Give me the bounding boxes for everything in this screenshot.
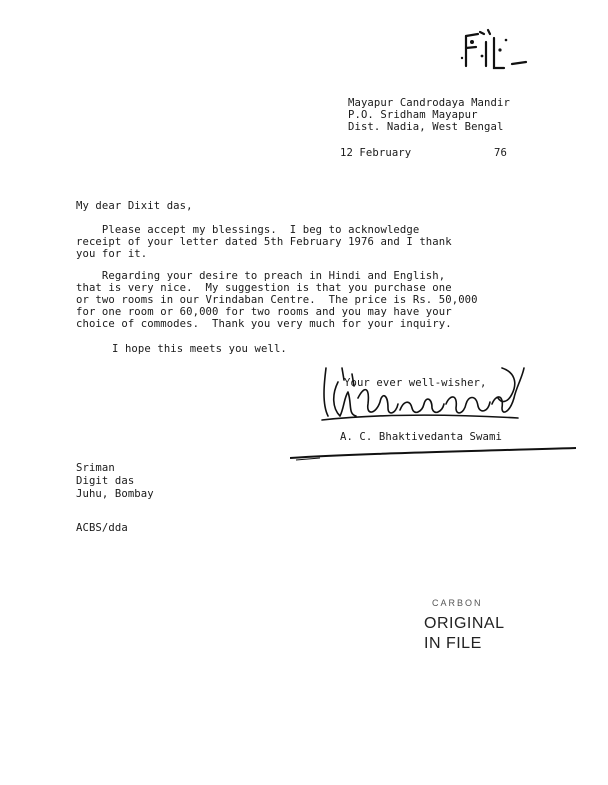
address-line-3: Dist. Nadia, West Bengal [348,121,504,133]
reference-initials: ACBS/dda [76,522,128,534]
date-year: 76 [494,147,507,159]
recipient-title: Sriman [76,462,115,474]
closing-line: Your ever well-wisher, [344,377,487,389]
stamp-original: ORIGINAL [424,615,505,632]
recipient-place: Juhu, Bombay [76,488,154,500]
filed-stamp [456,28,536,72]
recipient-name: Digit das [76,475,135,487]
paragraph-2: Regarding your desire to preach in Hindi and English, that is very nice. My suggestion is that you purchase one or two rooms in our Vrindaban Centre. The price is Rs. 50,000 for one room or 60,000 for two rooms and you may have your choice of commodes. Thank you very much for your inquiry. [76,270,478,330]
salutation: My dear Dixit das, [76,200,193,212]
paragraph-1: Please accept my blessings. I beg to acknowledge receipt of your letter dated 5th February 1976 and I thank you for it. [76,224,452,260]
paragraph-3: I hope this meets you well. [112,343,287,355]
signature-rule [290,446,576,464]
carbon-stamp-label: CARBON [432,598,483,608]
address-line-1: Mayapur Candrodaya Mandir [348,97,510,109]
original-in-file-stamp [424,614,504,654]
sender-address [348,97,510,133]
stamp-in-file: IN FILE [424,635,482,652]
date-day-month: 12 February [340,147,412,159]
address-line-2: P.O. Sridham Mayapur [348,109,478,121]
recipient-block [76,462,154,501]
letter-date [340,147,507,159]
signature-name: A. C. Bhaktivedanta Swami [340,431,502,443]
handwritten-signature [318,364,530,428]
